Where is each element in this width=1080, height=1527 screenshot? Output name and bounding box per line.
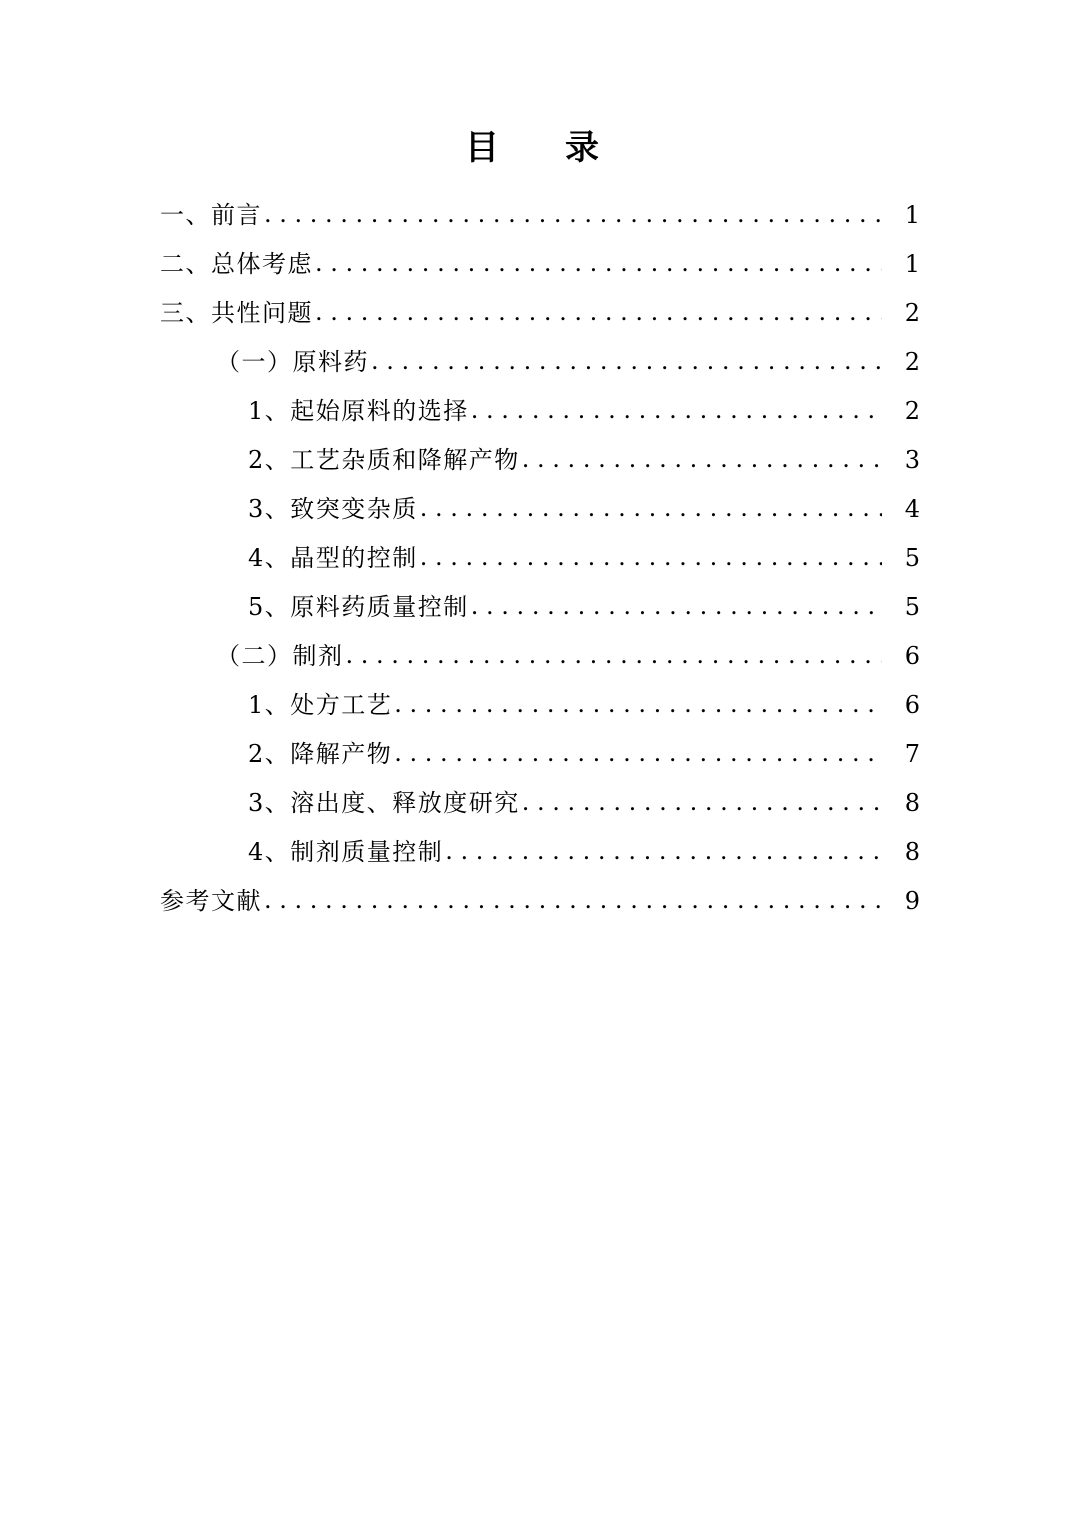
toc-entry-label: 三、共性问题 — [160, 299, 313, 327]
toc-entry[interactable] — [160, 399, 920, 423]
toc-leader-dots — [420, 547, 882, 567]
toc-entry-label: 4、制剂质量控制 — [248, 838, 444, 866]
toc-entry-page-number: 2 — [904, 397, 920, 425]
toc-entry-label: 3、致突变杂质 — [248, 495, 418, 523]
toc-entry[interactable] — [160, 301, 920, 325]
toc-leader-dots — [471, 400, 882, 420]
toc-entry-label: （二）制剂 — [216, 642, 344, 670]
toc-entry[interactable] — [160, 644, 920, 668]
toc-entry[interactable] — [160, 546, 920, 570]
toc-entry[interactable] — [160, 203, 920, 227]
toc-leader-dots — [445, 841, 882, 861]
toc-entry-page-number: 1 — [904, 201, 920, 229]
toc-leader-dots — [371, 351, 882, 371]
toc-entry[interactable] — [160, 595, 920, 619]
toc-entry-label: 2、降解产物 — [248, 740, 393, 768]
toc-entry-page-number: 4 — [904, 495, 920, 523]
toc-leader-dots — [346, 645, 883, 665]
toc-leader-dots — [420, 498, 882, 518]
toc-entry-label: 二、总体考虑 — [160, 250, 313, 278]
toc-leader-dots — [394, 694, 882, 714]
toc-entry[interactable] — [160, 791, 920, 815]
toc-leader-dots — [471, 596, 882, 616]
toc-entry-label: 一、前言 — [160, 201, 262, 229]
toc-entry-label: 4、晶型的控制 — [248, 544, 418, 572]
toc-entry-label: 1、处方工艺 — [248, 691, 393, 719]
toc-entry-label: 5、原料药质量控制 — [248, 593, 469, 621]
toc-entry-page-number: 8 — [904, 838, 920, 866]
toc-entry-page-number: 7 — [904, 740, 920, 768]
toc-leader-dots — [315, 253, 882, 273]
toc-leader-dots — [394, 743, 882, 763]
toc-entry[interactable] — [160, 693, 920, 717]
toc-leader-dots — [315, 302, 882, 322]
toc-entry-page-number: 8 — [904, 789, 920, 817]
toc-leader-dots — [264, 890, 882, 910]
toc-entry-page-number: 6 — [904, 642, 920, 670]
toc-entry-page-number: 5 — [904, 544, 920, 572]
toc-entry-label: 3、溶出度、释放度研究 — [248, 789, 520, 817]
toc-entry-page-number: 5 — [904, 593, 920, 621]
toc-leader-dots — [522, 792, 882, 812]
toc-entry[interactable] — [160, 742, 920, 766]
toc-entry[interactable] — [160, 840, 920, 864]
toc-entry[interactable] — [160, 497, 920, 521]
toc-entry-label: 2、工艺杂质和降解产物 — [248, 446, 520, 474]
toc-leader-dots — [522, 449, 882, 469]
toc-entry-label: 参考文献 — [160, 887, 262, 915]
toc-entry-page-number: 2 — [904, 348, 920, 376]
toc-entry-label: 1、起始原料的选择 — [248, 397, 469, 425]
toc-entry[interactable] — [160, 889, 920, 913]
toc-entry-page-number: 2 — [904, 299, 920, 327]
toc-entry[interactable] — [160, 252, 920, 276]
toc-entry-label: （一）原料药 — [216, 348, 369, 376]
toc-entry-page-number: 9 — [904, 887, 920, 915]
page-title: 目 录 — [465, 128, 615, 168]
toc-entry[interactable] — [160, 448, 920, 472]
toc-entry-page-number: 6 — [904, 691, 920, 719]
toc-entry[interactable] — [160, 350, 920, 374]
toc-leader-dots — [264, 204, 882, 224]
table-of-contents — [160, 203, 920, 913]
toc-entry-page-number: 3 — [904, 446, 920, 474]
toc-entry-page-number: 1 — [904, 250, 920, 278]
